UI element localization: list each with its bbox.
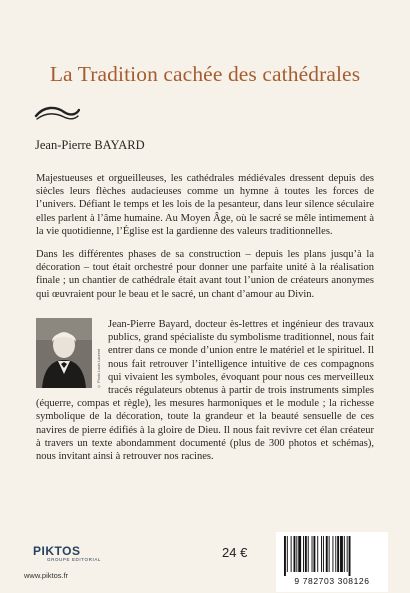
barcode-bar — [313, 536, 315, 572]
swirl-ornament-icon — [34, 104, 80, 122]
barcode-bar — [284, 536, 286, 576]
paragraph-author-bio-block — [36, 318, 374, 463]
barcode-bar — [294, 536, 296, 572]
paragraph-author-bio: Jean-Pierre Bayard, docteur ès-lettres et ingénieur des travaux publics, grand spécialiste du symbolisme traditionnel, nous fait entrer dans ce monde d’union entre le matériel et le spirituel. Il nous fait retrouver l’intelligence intuitive de ces compagnons qui vivaient les symboles, évoquant pour nous ces merveilleux tracés régulateurs obtenus à partir de trois instruments simples (équerre, compas et règle), les mesures harmoniques et le module ; la richesse symbolique de la décoration, toute la grandeur et la beauté sensuelle de ces navires de pierre édifiés à la gloire de Dieu. Il nous fait revivre cet élan créateur à travers un texte abondamment documenté (plus de 300 photos et schémas), nous invitant ainsi à retrouver nos racines. — [36, 319, 374, 463]
barcode-bar — [305, 536, 307, 572]
barcode-bar — [349, 536, 351, 576]
barcode-bar — [344, 536, 345, 572]
paragraph-intro: Majestueuses et orgueilleuses, les cathédrales médiévales dressent depuis des siècles leurs flèches audacieuses comme un hymne à toutes les forces de l’univers. Défiant le temps et les lois de la pesanteur, dans leur silence séculaire elles parlent à l’âme humaine. Au Moyen Âge, où le sacré se mêle intimement à la vie quotidienne, l’Église est la gardienne des valeurs traditionnelles. — [36, 173, 374, 237]
isbn-digits: 9 782703 308126 — [294, 576, 370, 586]
publisher-logo — [33, 544, 101, 562]
barcode-bar — [303, 536, 304, 572]
barcode-bar — [317, 536, 318, 572]
photo-credit: © Photo Louis Laurent — [97, 348, 101, 388]
author-name: Jean-Pierre BAYARD — [35, 138, 145, 152]
book-price: 24 € — [222, 545, 248, 560]
barcode-bar — [347, 536, 348, 572]
barcode-bars — [282, 536, 382, 576]
book-title: La Tradition cachée des cathédrales — [49, 62, 361, 86]
publisher-url: www.piktos.fr — [24, 571, 69, 580]
barcode-bar — [337, 536, 339, 572]
barcode-bar — [340, 536, 343, 572]
publisher-logo-subtitle: GROUPE EDITORIAL — [47, 557, 102, 562]
barcode-bar — [298, 536, 301, 572]
barcode-bar — [335, 536, 336, 572]
publisher-logo-text: PIKTOS — [33, 544, 81, 558]
barcode-bar — [323, 536, 324, 572]
barcode-bar — [332, 536, 333, 572]
author-photo-frame — [36, 318, 100, 392]
paragraph-construction: Dans les différentes phases de sa construction – depuis les plans jusqu’à la décoration – tout était orchestré pour donner une parfaite unité à la réalisation finale ; un chantier de cathédrale était avant tout l’union de créateurs anonymes qui œuvraient pour le beau et le sacré, un chant d’amour au Divin. — [36, 249, 374, 300]
barcode-bar — [296, 536, 297, 572]
isbn-barcode — [276, 532, 388, 592]
author-portrait — [36, 318, 92, 388]
barcode-bar — [308, 536, 309, 572]
barcode-bar — [291, 536, 292, 572]
barcode-bar — [287, 536, 288, 572]
barcode-bar — [312, 536, 313, 572]
barcode-bar — [321, 536, 322, 572]
barcode-bar — [326, 536, 328, 572]
barcode-bar — [329, 536, 330, 572]
